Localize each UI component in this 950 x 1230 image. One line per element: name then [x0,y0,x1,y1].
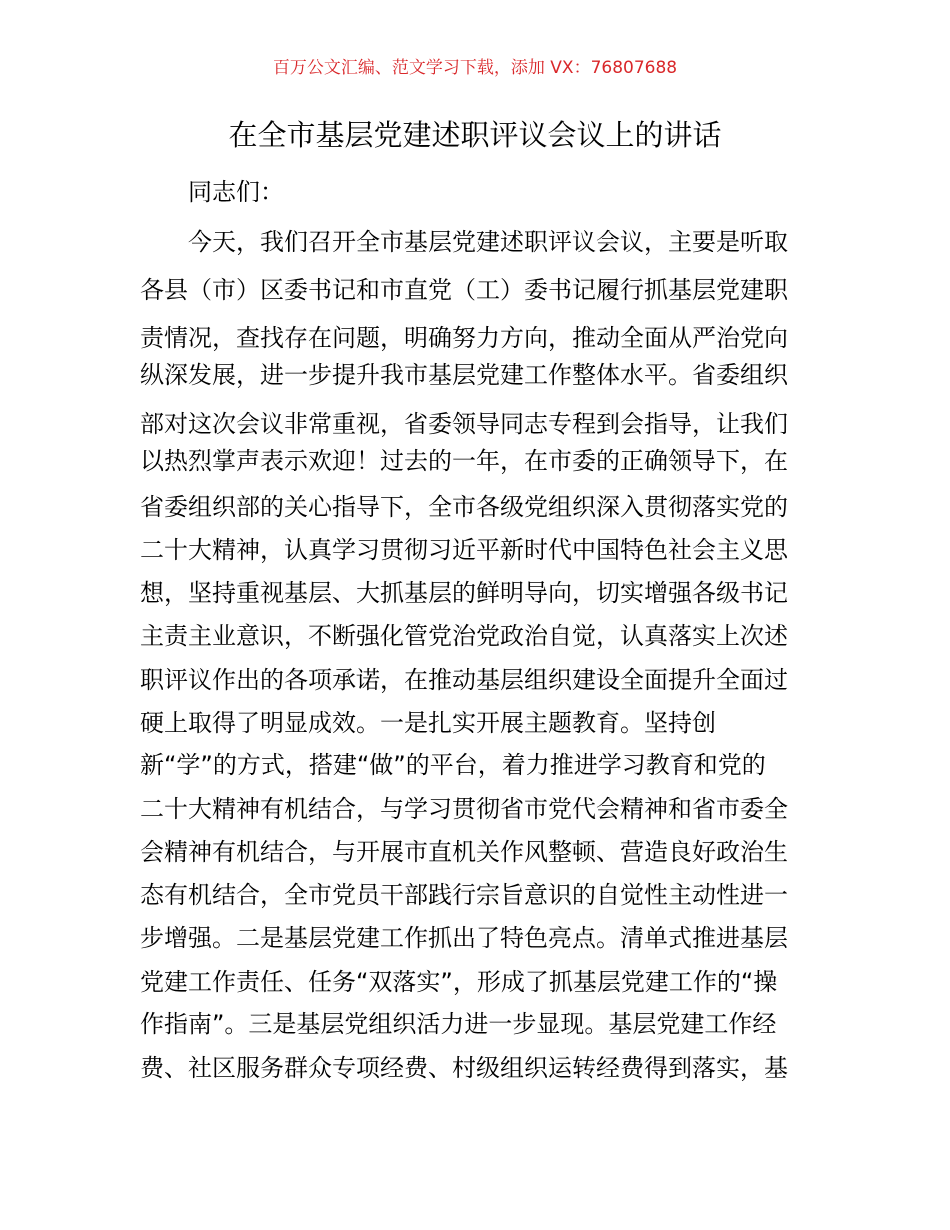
body-line: 步增强。二是基层党建工作抓出了特色亮点。清单式推进基层 [140,924,788,952]
body-line: 各县（市）区委书记和市直党（工）委书记履行抓基层党建职 [140,276,788,304]
body-line: 党建工作责任、任务“双落实”，形成了抓基层党建工作的“操 [140,968,778,996]
body-line: 责情况，查找存在问题，明确努力方向，推动全面从严治党向 [140,324,788,352]
body-line: 会精神有机结合，与开展市直机关作风整顿、营造良好政治生 [140,838,788,866]
body-line: 硬上取得了明显成效。一是扎实开展主题教育。坚持创 [140,709,716,737]
body-line: 费、社区服务群众专项经费、村级组织运转经费得到落实，基 [140,1054,788,1082]
body-line: 二十大精神有机结合，与学习贯彻省市党代会精神和省市委全 [140,795,788,823]
body-line: 以热烈掌声表示欢迎！过去的一年，在市委的正确领导下，在 [140,447,788,475]
body-line: 职评议作出的各项承诺，在推动基层组织建设全面提升全面过 [140,666,788,694]
body-line: 省委组织部的关心指导下，全市各级党组织深入贯彻落实党的 [140,493,788,521]
body-line: 部对这次会议非常重视，省委领导同志专程到会指导，让我们 [140,410,788,438]
body-line: 作指南”。三是基层党组织活力进一步显现。基层党建工作经 [140,1010,777,1038]
salutation: 同志们： [188,178,284,206]
page-title: 在全市基层党建述职评议会议上的讲话 [228,118,722,152]
body-line: 新“学”的方式，搭建“做”的平台，着力推进学习教育和党的 [140,751,766,779]
body-line: 主责主业意识，不断强化管党治党政治自觉，认真落实上次述 [140,622,788,650]
body-line: 二十大精神，认真学习贯彻习近平新时代中国特色社会主义思 [140,536,788,564]
body-line: 态有机结合，全市党员干部践行宗旨意识的自觉性主动性进一 [140,881,788,909]
body-line: 纵深发展，进一步提升我市基层党建工作整体水平。省委组织 [140,361,788,389]
watermark-banner: 百万公文汇编、范文学习下载，添加 VX：76807688 [272,58,678,78]
body-line: 今天，我们召开全市基层党建述职评议会议，主要是听取 [188,228,788,256]
body-line: 想，坚持重视基层、大抓基层的鲜明导向，切实增强各级书记 [140,579,788,607]
